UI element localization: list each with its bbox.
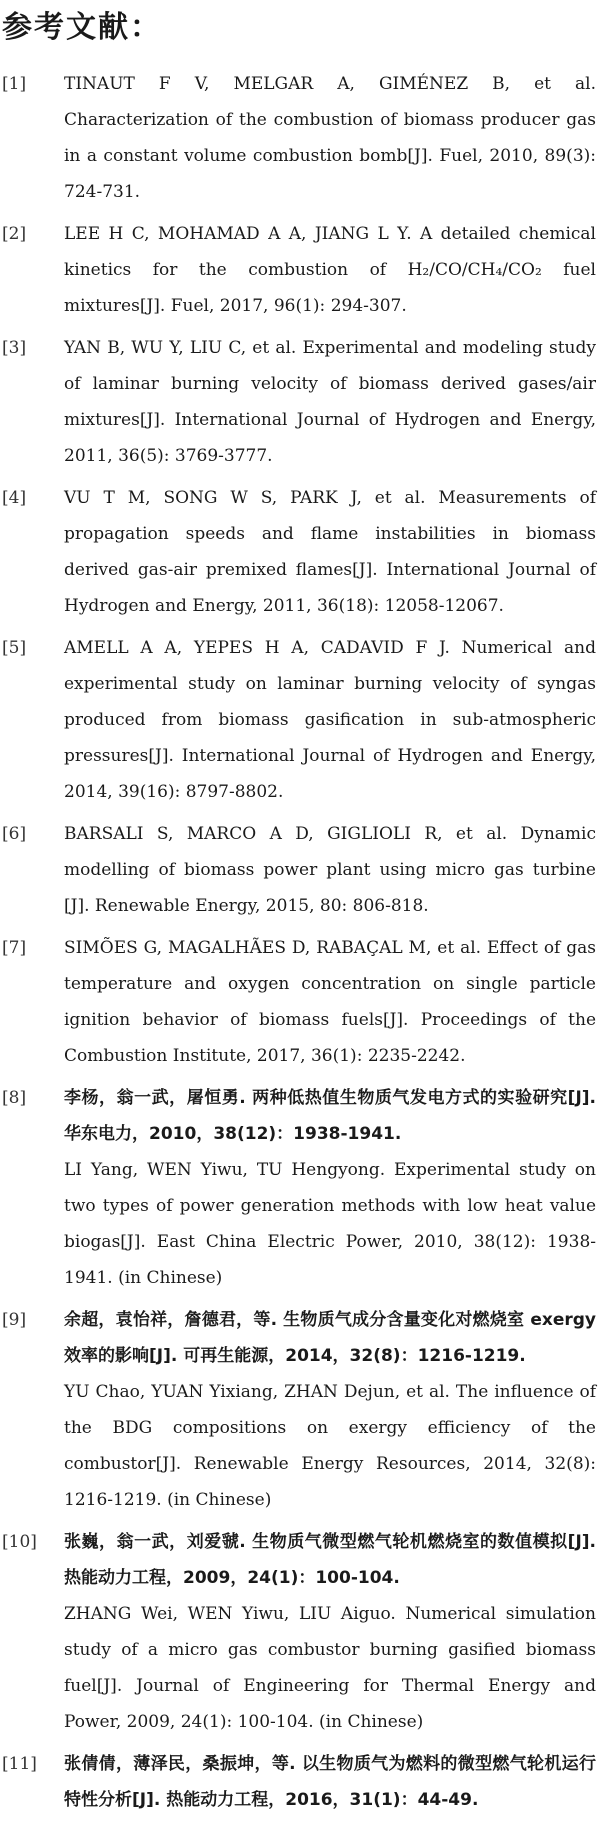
reference-text [64,1302,596,1518]
reference-text: AMELL A A, YEPES H A, CADAVID F J. Numerical and experimental study on laminar burning velocity of syngas produced from biomass gasification in sub-atmospheric pressures[J]. International Journal of Hydrogen and Energy, 2014, 39(16): 8797-8802. [64,638,596,802]
reference-item [0,1080,600,1296]
reference-number: [5] [2,638,27,658]
reference-text: BARSALI S, MARCO A D, GIGLIOLI R, et al. Dynamic modelling of biomass power plant using micro gas turbine [J]. Renewable Energy, 2015, 80: 806-818. [64,824,596,916]
reference-number: [7] [2,938,27,958]
reference-english-text: YU Chao, YUAN Yixiang, ZHAN Dejun, et al. The influence of the BDG compositions on exergy efficiency of the combustor[J]. Renewable Energy Resources, 2014, 32(8): 1216-1219. (in Chinese) [64,1382,596,1510]
reference-number: [4] [2,488,27,508]
reference-text [64,1080,596,1296]
reference-chinese-text: 张倩倩，薄泽民，桑振坤，等. 以生物质气为燃料的微型燃气轮机运行特性分析[J]. 热能动力工程，2016，31(1)：44-49. [64,1754,596,1810]
reference-text: SIMÕES G, MAGALHÃES D, RABAÇAL M, et al. Effect of gas temperature and oxygen concentration on single particle ignition behavior of biomass fuels[J]. Proceedings of the Combustion Institute, 2017, 36(1): 2235-2242. [64,938,596,1066]
reference-number: [9] [2,1310,27,1330]
reference-text: VU T M, SONG W S, PARK J, et al. Measurements of propagation speeds and flame instabilities in biomass derived gas-air premixed flames[J]. International Journal of Hydrogen and Energy, 2011, 36(18): 12058-12067. [64,488,596,616]
reference-number: [8] [2,1088,27,1108]
reference-list [0,66,600,1824]
reference-item [0,1746,600,1818]
reference-item [0,930,600,1074]
reference-item [0,630,600,810]
reference-text [64,1746,596,1818]
reference-chinese-text: 余超，袁怡祥，詹德君，等. 生物质气成分含量变化对燃烧室 exergy 效率的影响[J]. 可再生能源，2014，32(8)：1216-1219. [64,1310,596,1366]
reference-text: LEE H C, MOHAMAD A A, JIANG L Y. A detailed chemical kinetics for the combustion of H₂/CO/CH₄/CO₂ fuel mixtures[J]. Fuel, 2017, 96(1): 294-307. [64,224,596,316]
reference-number: [2] [2,224,27,244]
reference-chinese-text: 张巍，翁一武，刘爱虢. 生物质气微型燃气轮机燃烧室的数值模拟[J]. 热能动力工程，2009，24(1)：100-104. [64,1532,596,1588]
reference-text: YAN B, WU Y, LIU C, et al. Experimental and modeling study of laminar burning velocity of biomass derived gases/air mixtures[J]. International Journal of Hydrogen and Energy, 2011, 36(5): 3769-3777. [64,338,596,466]
references-heading: 参考文献： [2,10,162,45]
reference-english-text: LI Yang, WEN Yiwu, TU Hengyong. Experimental study on two types of power generation methods with low heat value biogas[J]. East China Electric Power, 2010, 38(12): 1938-1941. (in Chinese) [64,1160,596,1288]
reference-item [0,66,600,210]
reference-text [64,1524,596,1740]
reference-text: TINAUT F V, MELGAR A, GIMÉNEZ B, et al. Characterization of the combustion of biomass producer gas in a constant volume combustion bomb[J]. Fuel, 2010, 89(3): 724-731. [64,74,596,202]
reference-number: [6] [2,824,27,844]
reference-number: [3] [2,338,27,358]
reference-number: [10] [2,1532,37,1552]
reference-item [0,330,600,474]
reference-chinese-text: 李杨，翁一武，屠恒勇. 两种低热值生物质气发电方式的实验研究[J]. 华东电力，2010，38(12)：1938-1941. [64,1088,596,1144]
reference-english-text: ZHANG Wei, WEN Yiwu, LIU Aiguo. Numerical simulation study of a micro gas combustor burning gasified biomass fuel[J]. Journal of Engineering for Thermal Energy and Power, 2009, 24(1): 100-104. (in Chinese) [64,1604,596,1732]
reference-item [0,816,600,924]
reference-number: [1] [2,74,27,94]
reference-item [0,1302,600,1518]
reference-item [0,1524,600,1740]
reference-number: [11] [2,1754,37,1774]
reference-item [0,216,600,324]
reference-item [0,480,600,624]
